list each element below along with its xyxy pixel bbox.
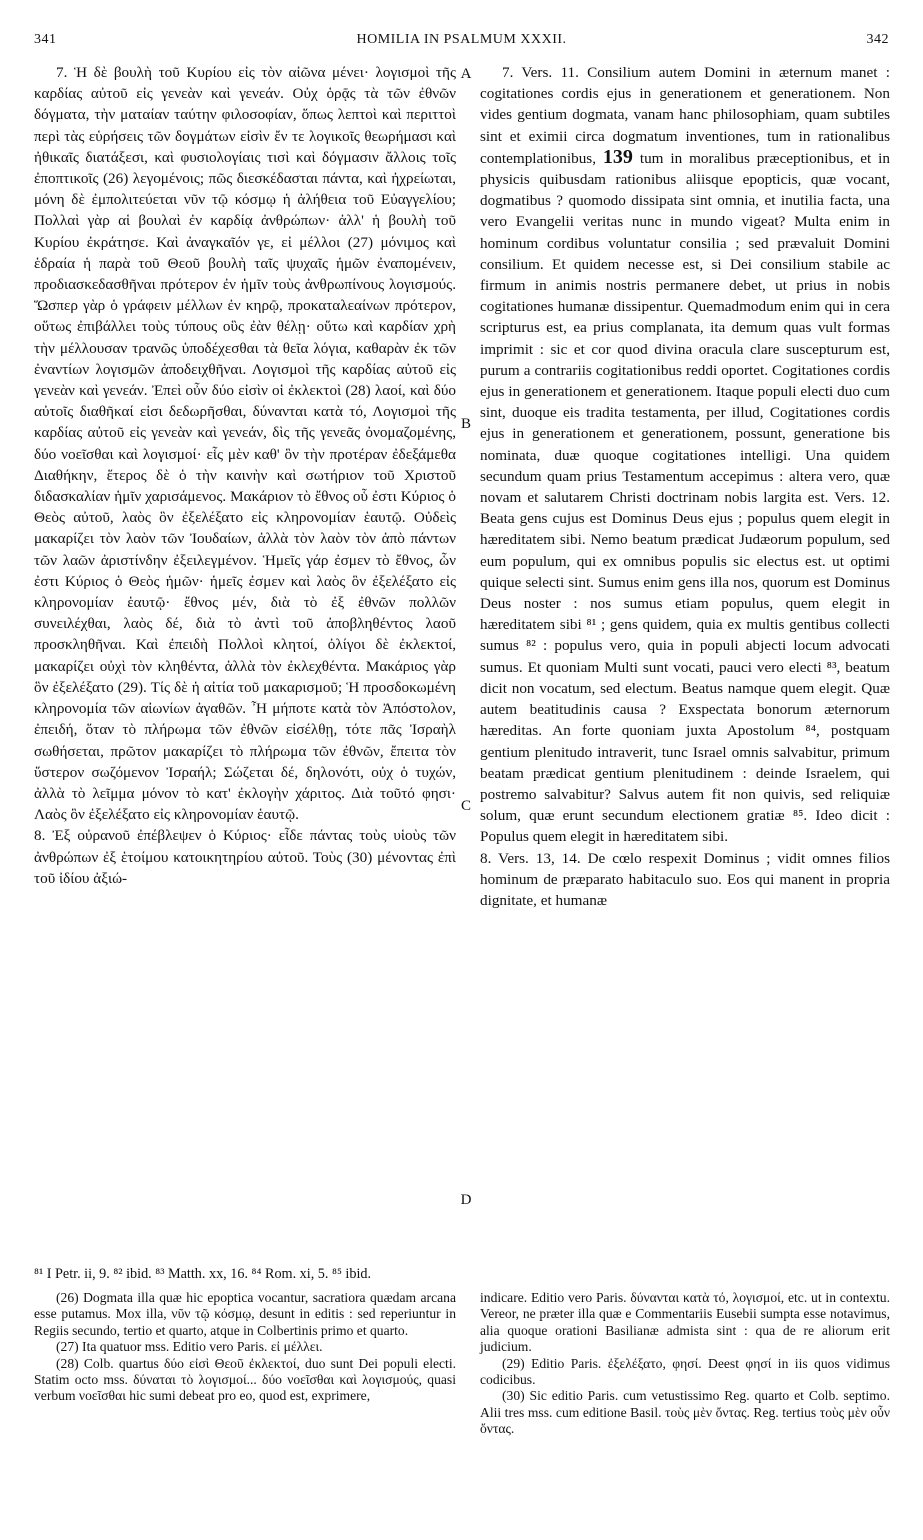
greek-column bbox=[34, 62, 456, 889]
latin-paragraph-7-part-b: tum in moralibus præceptionibus, et in physicis quibusdam rationibus aliisque epopticis, quæ vocant, dogmatibus ? quomodo dissipata sint omnia, et inutilia facta, una vero Evangelii veritas nunc in mundo vigeat? Multa enim in hominum cordibus voluntatur consilia ; sed prævaluit Domini consilium. Et quidem necesse est, si Dei consilium stabile ac firmum in animis nostris permanere debet, ut prius in nobis cogitationes humanæ dissipentur. Quemadmodum enim qui in cera scripturus est, ea prius complanata, ita demum quas vult formas imprimit : sic et cor quod divina oracula clare suscepturum est, purum a contrariis cogitationibus reddi oportet. Cogitationes cordis ejus in generationem et generationem. Itaque populi electi duo cum sint, duoque eis tradita testamenta, per illud, Cogitationes cordis ejus in generationem et generationem, possunt, generatione bis nominata, duæ quoque cogitationes intelligi. Una quidem secundum quam prius Testamentum accepimus : altera vero, quæ novam et salutarem Christi doctrinam nobis largita est. Vers. 12. Beata gens cujus est Dominus Deus ejus ; populus quem elegit in hæreditatem sibi. Nemo beatum prædicat Judæorum populum, sed eum populum, qui ex omnibus populis sic electus est. ut optimi quique selecti sint. Sumus enim gens illa nos, quorum est Dominus Deus noster : nos sumus etiam populus, quem elegit in hæreditatem sibi ⁸¹ ; gens quidem, quia ex multis gentibus collecti sumus ⁸² : populus vero, quia in populi abjecti locum advocati sumus. Et quoniam Multi sunt vocati, pauci vero electi ⁸³, beatum dicit non vocatum, sed electum. Beatus namque quem elegit. Quæ autem beatitudinis causa ? Exspectata bonorum æternorum hæreditas. An forte quoniam juxta Apostolum ⁸⁴, postquam gentium plenitudo intraverit, tunc Israel omnis salvabitur, primum beatam prædicat gentium plenitudinem : deinde Israelem, qui postremo salvabitur? Salvus autem fit non quivis, sed reliquiæ solum, quæ erunt secundum electionem gratiæ ⁸⁵. Ideo dicit : Populus quem elegit in hæreditatem sibi. bbox=[480, 149, 890, 846]
scripture-references: ⁸¹ I Petr. ii, 9. ⁸² ibid. ⁸³ Matth. xx, 16. ⁸⁴ Rom. xi, 5. ⁸⁵ ibid. bbox=[34, 1266, 372, 1282]
margin-letter-b: B bbox=[460, 416, 471, 432]
footnotes-left bbox=[34, 1290, 456, 1405]
latin-paragraph-8: 8. Vers. 13, 14. De cœlo respexit Dominus ; vidit omnes filios hominum de præparato habitaculo suo. Eos qui manent in propria dignitate, et humanæ bbox=[480, 849, 890, 909]
page-number-left: 341 bbox=[34, 32, 57, 47]
greek-paragraph-7: 7. Ἡ δὲ βουλὴ τοῦ Κυρίου εἰς τὸν αἰῶνα μένει· λογισμοὶ τῆς καρδίας αὐτοῦ εἰς γενεὰν καὶ γενεάν. Οὐχ ὁρᾷς τὰ τῶν ἐθνῶν δόγματα, τὴν ματαίαν ταύτην φιλοσοφίαν, ὅπως λεπτοὶ καὶ περιττοὶ περὶ τὰς εὑρήσεις τῶν δογμάτων εἰσὶν ἔν τε λογικοῖς θεωρήμασι καὶ ἠθικαῖς διατάξεσι, καὶ φυσιολογίαις τισὶ καὶ δόγμασιν ἄλλοις τοῖς ἐποπτικοῖς (26) λεγομένοις; πῶς διεσκέδασται πάντα, καὶ ἠχρείωται, μόνη δὲ ἐμπολιτεύεται νῦν τῷ κόσμῳ ἡ ἀλήθεια τοῦ Εὐαγγελίου; Πολλαὶ γὰρ αἱ βουλαὶ ἐν καρδίᾳ ἀνθρώπων· ἀλλ' ἡ βουλὴ τοῦ Κυρίου ἐκράτησε. Καὶ ἀναγκαῖόν γε, εἰ μέλλοι (27) μόνιμος καὶ ἑδραία ἡ παρὰ τοῦ Θεοῦ βουλὴ ταῖς ψυχαῖς ἡμῶν ἐναπομένειν, προδιασκεδασθῆναι πρότερον ἐν ἡμῖν τοὺς ἀνθρωπίνους λογισμούς. Ὥσπερ γὰρ ὁ γράφειν μέλλων ἐν κηρῷ, προκαταλεαίνων πρότερον, οὕτως ἐπιβάλλει τοὺς τύπους οὓς ἐὰν θέλῃ· οὕτω καὶ καρδίαν χρὴ τὴν μέλλουσαν τρανῶς ὑποδέχεσθαι τὰ θεῖα λόγια, καθαρὰν ἐκ τῶν ἐναντίων λογισμῶν ἀποδειχθῆναι. Λογισμοὶ τῆς καρδίας αὐτοῦ εἰς γενεὰν καὶ γενεάν. Ἐπεὶ οὖν δύο εἰσὶν οἱ ἐκλεκτοὶ (28) λαοί, καὶ δύο αὐτοῖς διαθῆκαί εἰσι δεδωρῆσθαι, δύνανται κατὰ τό, Λογισμοὶ τῆς καρδίας αὐτοῦ εἰς γενεὰν καὶ γενεάν, δὶς τῆς γενεᾶς ὀνομαζομένης, δύο νοεῖσθαι καὶ λογισμοί· εἷς μὲν καθ' ὃν τὴν προτέραν ἐδεξάμεθα Διαθήκην, ἕτερος δὲ ὁ τὴν καινὴν καὶ σωτήριον τοῦ Χριστοῦ διδασκαλίαν ἡμῖν χαρισάμενος. Μακάριον τὸ ἔθνος οὗ ἐστι Κύριος ὁ Θεὸς αὐτοῦ, λαὸς ὃν ἐξελέξατο εἰς κληρονομίαν ἑαυτῷ. Οὐδεὶς μακαρίζει τὸν λαὸν τῶν Ἰουδαίων, ἀλλὰ τὸν λαὸν τὸν ἀπὸ πάντων τῶν λαῶν ἀριστίνδην ἐξειλεγμένον. Ἡμεῖς γάρ ἐσμεν τὸ ἔθνος, ὧν ἐστι Κύριος ὁ Θεὸς ἡμῶν· ἡμεῖς ἐσμεν καὶ λαὸς ὃν ἐξελέξατο εἰς κληρονομίαν ἑαυτῷ· ἔθνος μέν, διὰ τὸ ἐξ ἐθνῶν πολλῶν συνειλέχθαι, λαὸς δέ, διὰ τὸ ἀντὶ τοῦ ἀποβληθέντος λαοῦ προσκληθῆναι. Καὶ ἐπειδὴ Πολλοὶ κλητοί, ὀλίγοι δὲ ἐκλεκτοί, μακαρίζει οὐχὶ τὸν κληθέντα, ἀλλὰ τὸν ἐκλεχθέντα. Μακάριος γὰρ ὃν ἐξελέξατο (29). Τίς δὲ ἡ αἰτία τοῦ μακαρισμοῦ; Ἡ προσδοκωμένη κληρονομία τῶν αἰωνίων ἀγαθῶν. Ἦ μήποτε κατὰ τὸν Ἀπόστολον, ἐπειδή, ὅταν τὸ πλήρωμα τῶν ἐθνῶν εἰσέλθῃ, τότε πᾶς Ἰσραὴλ σωθήσεται, πρῶτον μακαρίζει τὸ πλήρωμα τῶν ἐθνῶν, ἔπειτα τὸν ὕστερον σωζόμενον Ἰσραήλ; Σώζεται δέ, δηλονότι, οὐχ ὁ τυχών, ἀλλὰ τὸ λεῖμμα μόνον τὸ κατ' ἐκλογὴν χάριτος. Διὰ τοῦτό φησι· Λαὸς ὃν ἐξελέξατο εἰς κληρονομίαν ἑαυτῷ. bbox=[34, 64, 456, 824]
running-header bbox=[34, 32, 889, 54]
margin-letter-a: A bbox=[460, 66, 472, 82]
page-number-right: 342 bbox=[866, 32, 889, 47]
column-number: 139 bbox=[602, 145, 633, 168]
margin-letter-c: C bbox=[460, 798, 471, 814]
footnote-26: (26) Dogmata illa quæ hic epoptica vocantur, sacratiora quædam arcana esse putamus. Mox illa, νῦν τῷ κόσμῳ, desunt in editis : sed reperiuntur in Regiis secundo, tertio et quarto, atque in Colbertinis primo et quarto. bbox=[34, 1290, 456, 1338]
margin-letters bbox=[456, 62, 476, 1302]
footnote-27: (27) Ita quatuor mss. Editio vero Paris. εἰ μέλλει. bbox=[56, 1339, 323, 1355]
margin-letter-d: D bbox=[460, 1192, 472, 1208]
footnote-30: (30) Sic editio Paris. cum vetustissimo Reg. quarto et Colb. septimo. Alii tres mss. cum editione Basil. τοὺς μὲν ὄντας. Reg. tertius τοὺς μὲν οὖν ὄντας. bbox=[480, 1388, 890, 1437]
footnote-28: (28) Colb. quartus δύο εἰσὶ Θεοῦ ἐκλεκτοί, duo sunt Dei populi electi. Statim octo mss. δύναται τὸ λογισμοί... δύο νοεῖσθαι καὶ λογισμούς, quasi verbum νοεῖσθαι hic sumi debeat pro eo, quod est, exprimere, bbox=[34, 1355, 456, 1404]
latin-paragraph-7 bbox=[480, 62, 890, 848]
latin-paragraph-7-part-a: 7. Vers. 11. Consilium autem Domini in æternum manet : cogitationes cordis ejus in generationem et generationem. Non vides gentium dogmata, vanam hanc philosophiam, quam subtiles sint et eximii circa dogmatum inventiones, tum in rationalibus contemplationibus, bbox=[480, 64, 890, 167]
footnotes-right bbox=[480, 1290, 890, 1438]
latin-column bbox=[480, 62, 890, 911]
footnote-29: (29) Editio Paris. ἐξελέξατο, φησί. Deest φησί in iis quos vidimus codicibus. bbox=[480, 1355, 890, 1388]
footnote-28-continued: indicare. Editio vero Paris. δύνανται κατὰ τό, λογισμοί, etc. ut in contextu. Vereor, ne præter illa quæ e Commentariis Eusebii sumpta esse notavimus, alia quoque orationi Basilianæ admista sint : qua de re aliorum erit judicium. bbox=[480, 1290, 890, 1355]
greek-paragraph-8: 8. Ἐξ οὐρανοῦ ἐπέβλεψεν ὁ Κύριος· εἶδε πάντας τοὺς υἱοὺς τῶν ἀνθρώπων ἐξ ἑτοίμου κατοικητηρίου αὐτοῦ. Τοὺς (30) μένοντας ἐπὶ τοῦ ἰδίου ἀξιώ- bbox=[34, 827, 456, 887]
running-title: HOMILIA IN PSALMUM XXXII. bbox=[356, 32, 567, 47]
